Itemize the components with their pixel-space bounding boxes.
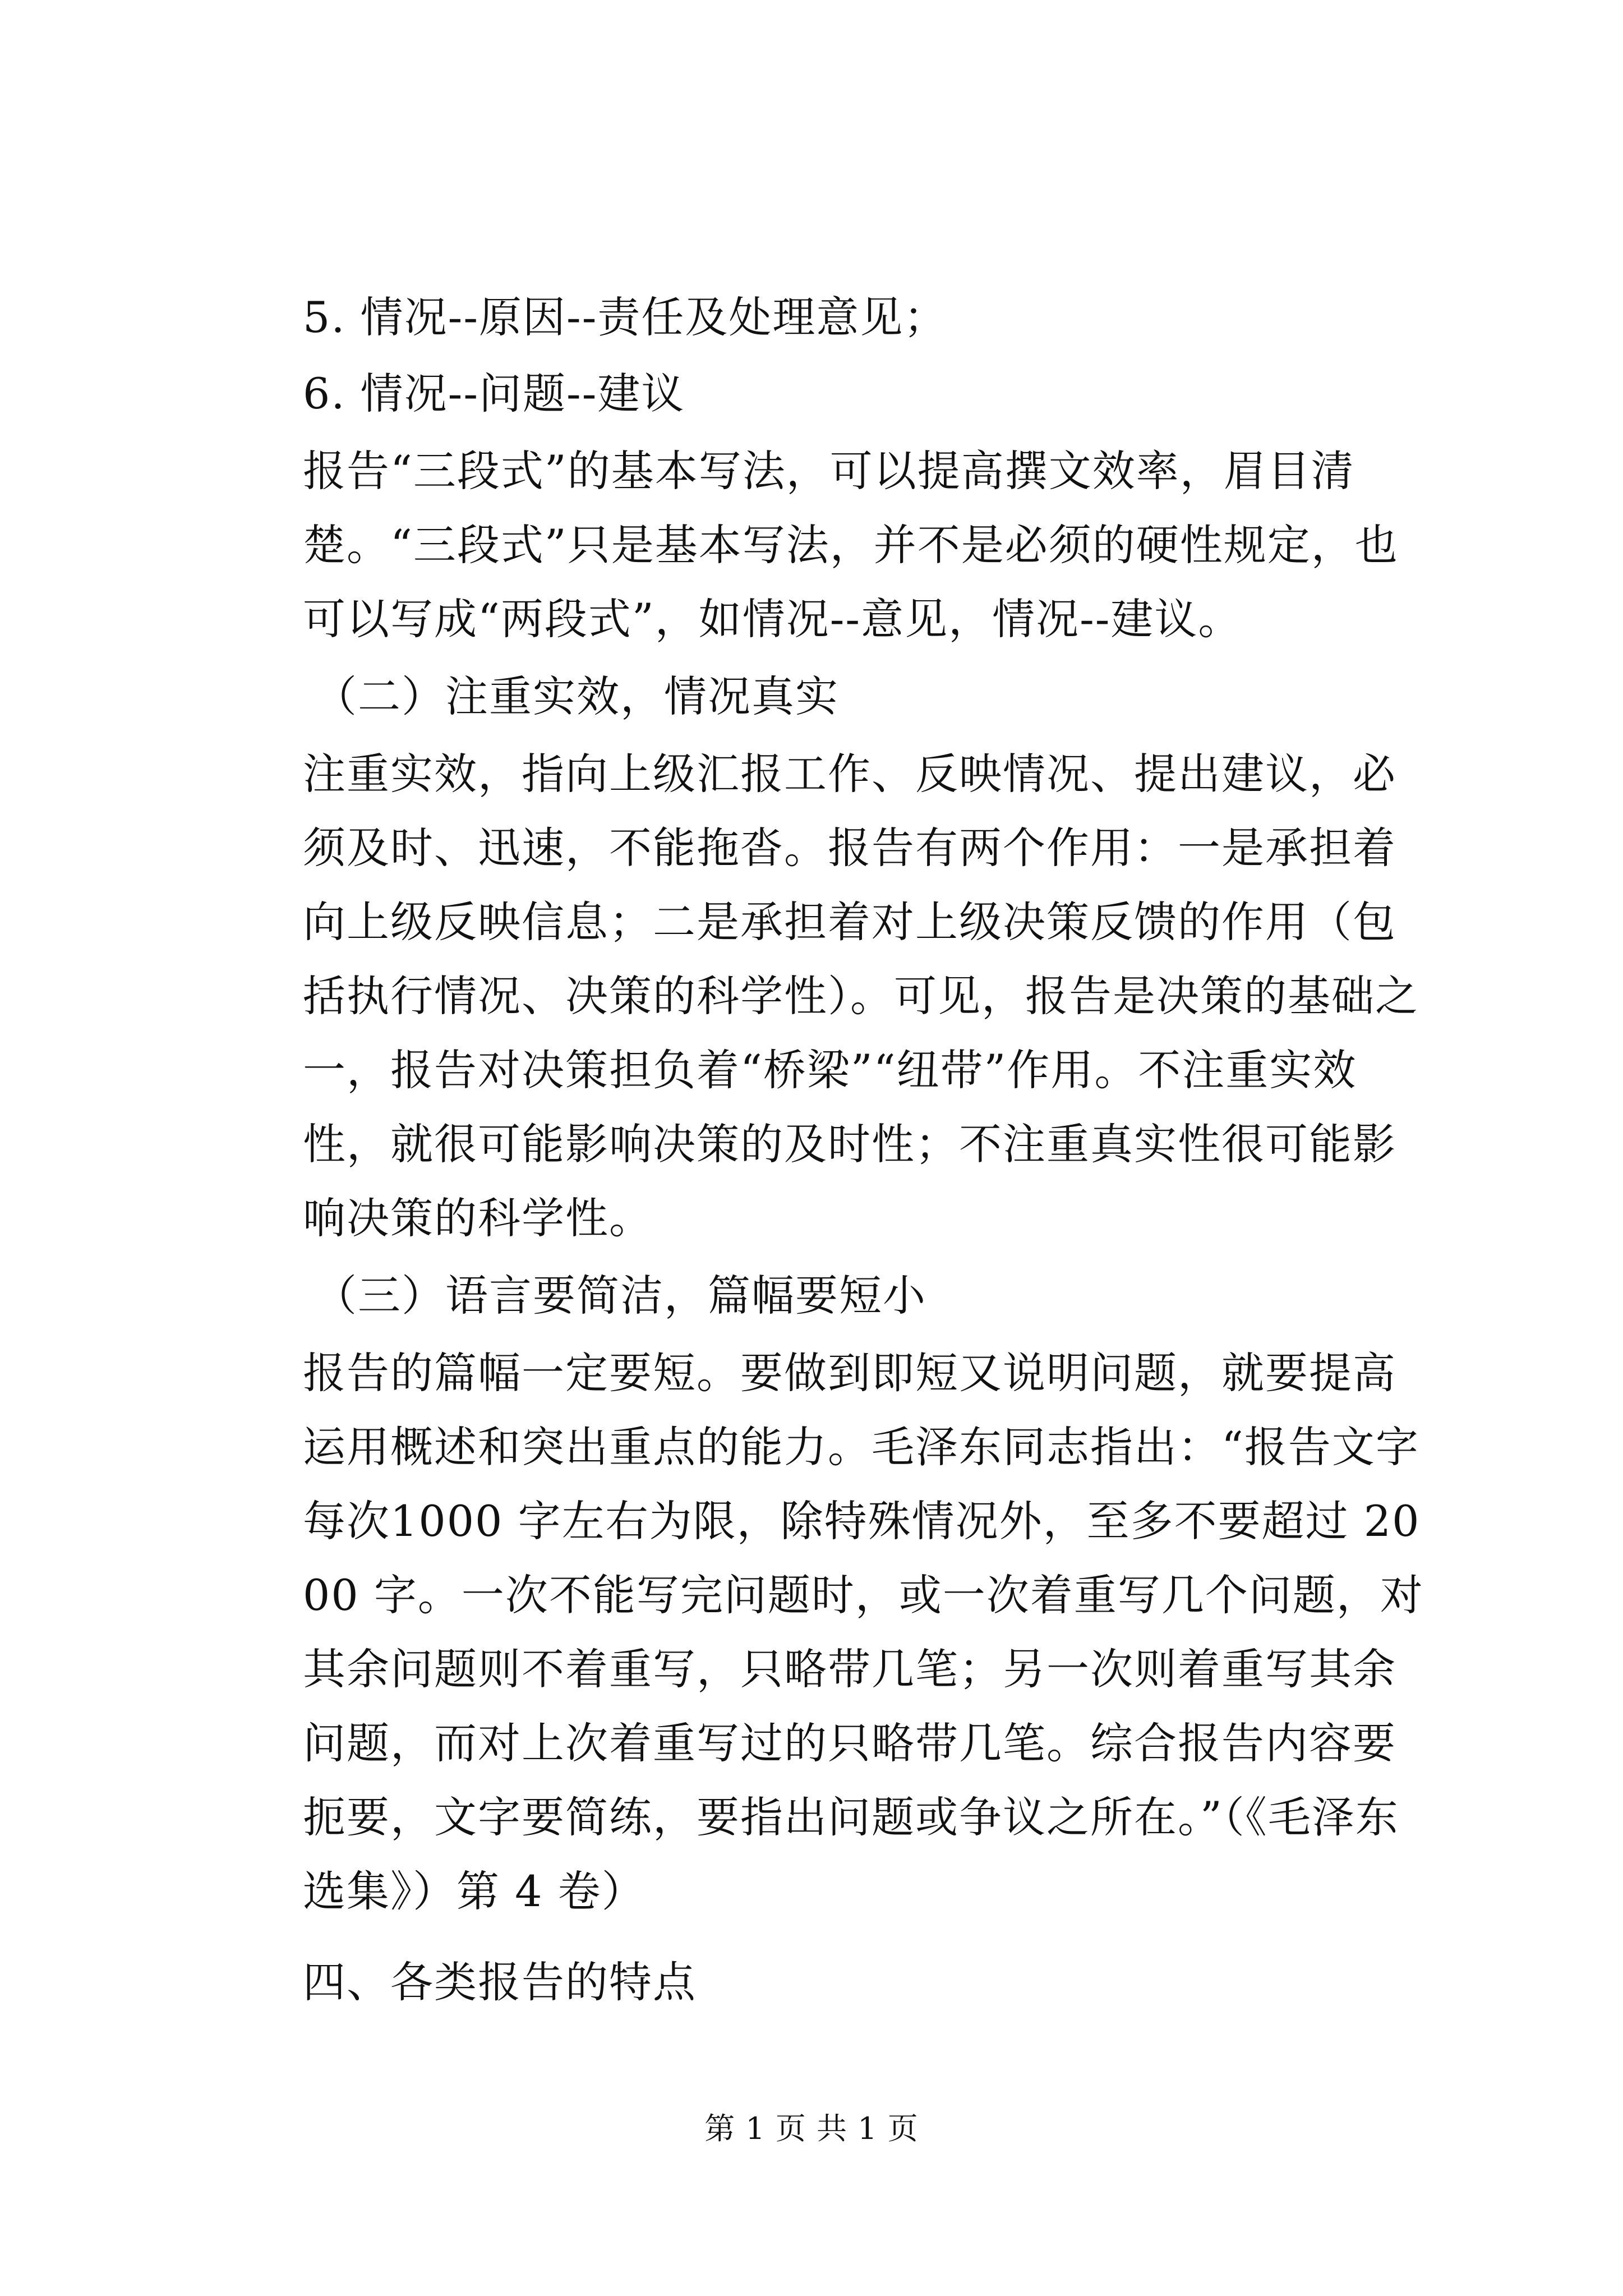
page-footer: 第 1 页 共 1 页	[704, 2111, 919, 2146]
paragraph-concise: 报告的篇幅一定要短。要做到即短又说明问题，就要提高运用概述和突出重点的能力。毛泽东同志指出：“报告文字每次1000 字左右为限，除特殊情况外，至多不要超过 2000 字。一次不能写完问题时，或一次着重写几个问题，对其余问题则不着重写，只略带几笔；另一次则着重写其余问题，而对上次着重写过的只略带几笔。综合报告内容要扼要，文字要简练，要指出问题或争议之所在。”（《毛泽东选集》）第 4 卷）	[303, 1348, 1424, 1916]
section-heading-4: 四、各类报告的特点	[303, 1957, 697, 2007]
paragraph-three-part: 报告“三段式”的基本写法，可以提高撰文效率，眉目清楚。“三段式”只是基本写法，并不是必须的硬性规定，也可以写成“两段式”，如情况--意见，情况--建议。	[303, 446, 1399, 644]
heading-concise: （三）语言要简洁，篇幅要短小	[314, 1271, 926, 1320]
list-item-6: 6. 情况--问题--建议	[303, 369, 685, 418]
document-body	[303, 280, 1430, 2019]
heading-effectiveness: （二）注重实效，情况真实	[314, 671, 839, 721]
paragraph-effectiveness: 注重实效，指向上级汇报工作、反映情况、提出建议，必须及时、迅速，不能拖沓。报告有两个作用：一是承担着向上级反映信息；二是承担着对上级决策反馈的作用（包括执行情况、决策的科学性）。可见，报告是决策的基础之一，报告对决策担负着“桥梁”“纽带”作用。不注重实效性，就很可能影响决策的及时性；不注重真实性很可能影响决策的科学性。	[303, 749, 1419, 1243]
list-item-5: 5. 情况--原因--责任及处理意见；	[303, 292, 948, 342]
